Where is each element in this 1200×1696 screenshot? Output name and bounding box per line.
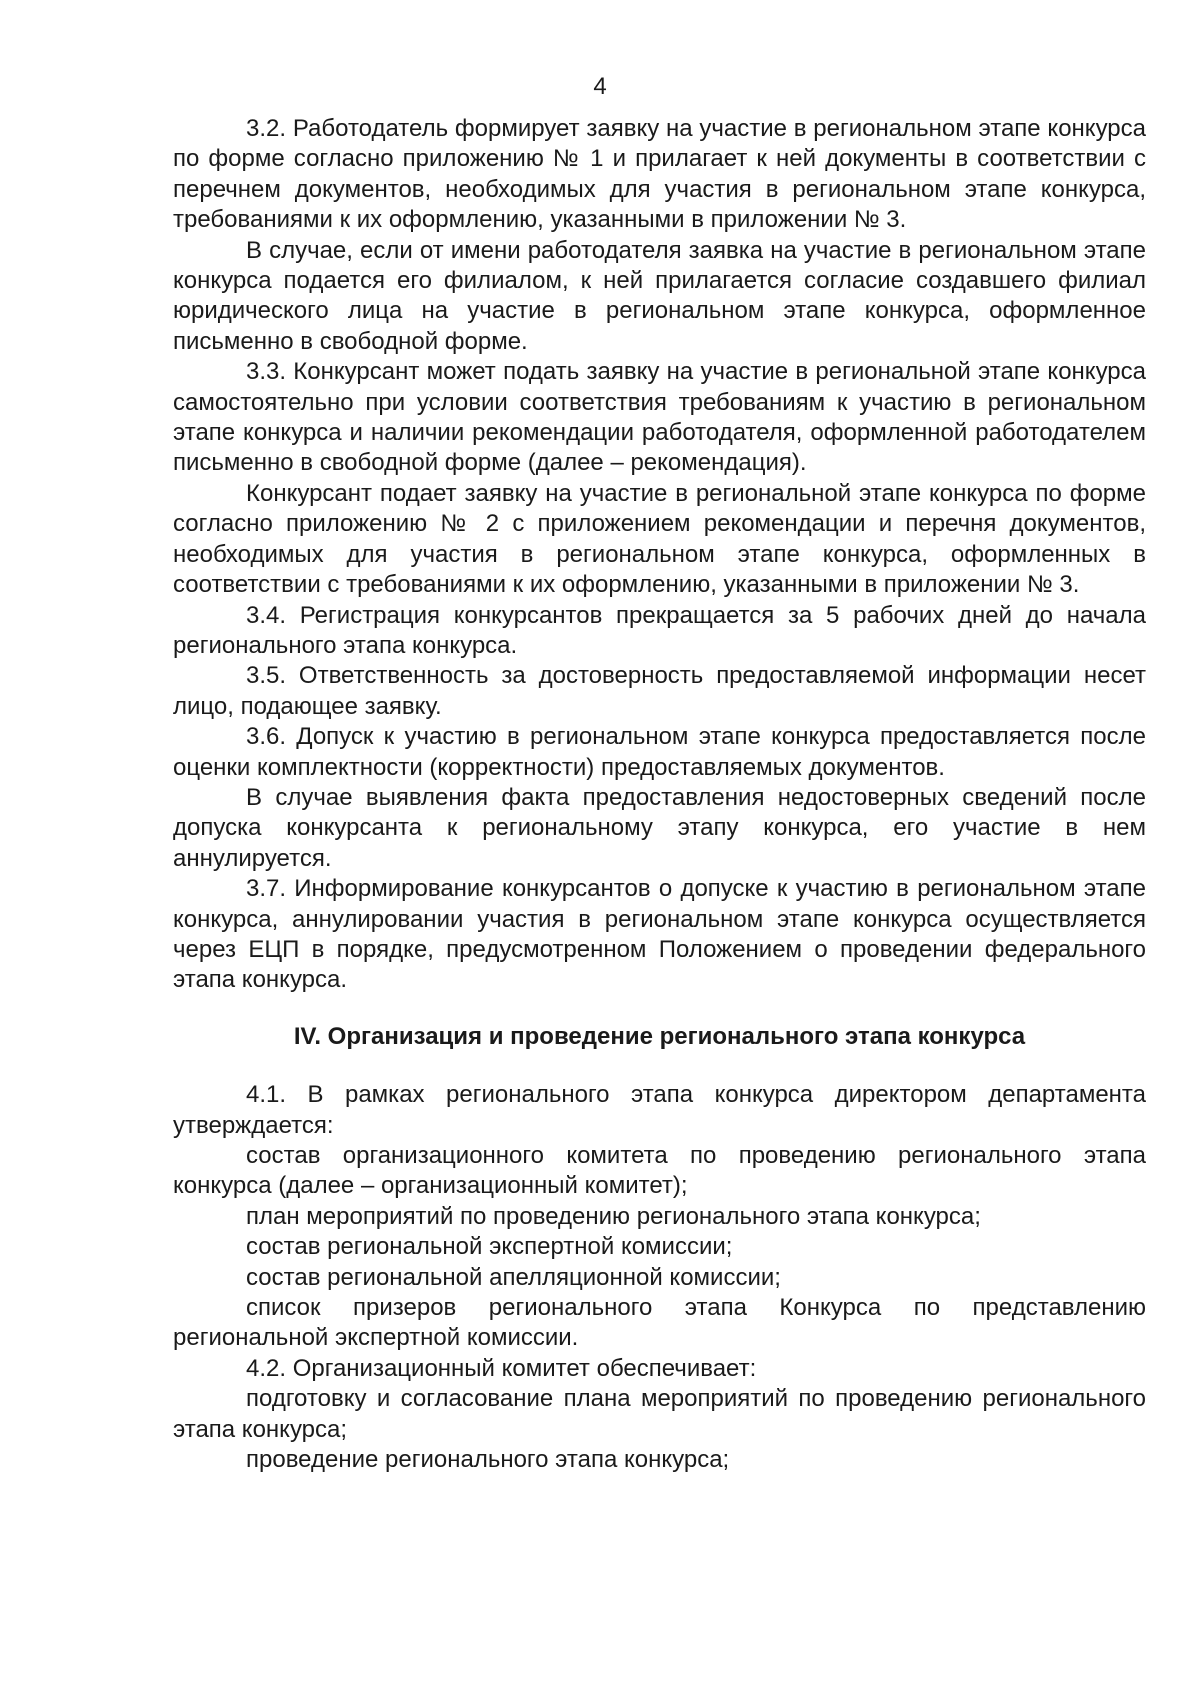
list-item-plan-approval: подготовку и согласование плана мероприятий по проведению регионального этапа конкурса; (173, 1385, 1146, 1443)
paragraph-3-6: 3.6. Допуск к участию в региональном этапе конкурса предоставляется после оценки комплектности (корректности) предоставляемых документов. (173, 723, 1146, 781)
paragraph-4-2: 4.2. Организационный комитет обеспечивает: (246, 1354, 757, 1382)
list-item-expert-commission: состав региональной экспертной комиссии; (246, 1233, 733, 1261)
paragraph-3-4: 3.4. Регистрация конкурсантов прекращается за 5 рабочих дней до начала регионального этапа конкурса. (173, 601, 1146, 659)
list-item-event-plan: план мероприятий по проведению регионального этапа конкурса; (246, 1202, 981, 1230)
paragraph-false-info: В случае выявления факта предоставления недостоверных сведений после допуска конкурсанта к региональному этапу конкурса, его участие в нем аннулируется. (173, 783, 1146, 872)
paragraph-3-3: 3.3. Конкурсант может подать заявку на участие в региональной этапе конкурса самостоятельно при условии соответствия требованиям к участию в региональном этапе конкурса и наличии рекомендации работодателя, оформленной работодателем письменно в свободной форме (далее – рекомендация). (173, 358, 1146, 477)
paragraph-3-2: 3.2. Работодатель формирует заявку на участие в региональном этапе конкурса по форме согласно приложению № 1 и прилагает к ней документы в соответствии с перечнем документов, необходимых для участия в региональном этапе конкурса, требованиями к их оформлению, указанными в приложении № 3. (173, 115, 1146, 234)
paragraph-3-7: 3.7. Информирование конкурсантов о допуске к участию в региональном этапе конкурса, аннулировании участия в региональном этапе конкурса осуществляется через ЕЦП в порядке, предусмотренном Положением о проведении федерального этапа конкурса. (173, 875, 1146, 994)
section-heading: IV. Организация и проведение регионального этапа конкурса (293, 1022, 1026, 1050)
paragraph-3-5: 3.5. Ответственность за достоверность предоставляемой информации несет лицо, подающее заявку. (173, 662, 1146, 720)
paragraph-branch-application: В случае, если от имени работодателя заявка на участие в региональном этапе конкурса подается его филиалом, к ней прилагается согласие создавшего филиал юридического лица на участие в региональном этапе конкурса, оформленное письменно в свободной форме. (173, 236, 1146, 355)
paragraph-contestant-application: Конкурсант подает заявку на участие в региональной этапе конкурса по форме согласно приложению № 2 с приложением рекомендации и перечня документов, необходимых для участия в региональном этапе конкурса, оформленных в соответствии с требованиями к их оформлению, указанными в приложении № 3. (173, 479, 1146, 599)
page-number: 4 (593, 73, 607, 100)
document-body (173, 114, 1146, 1475)
list-item-appeal-commission: состав региональной апелляционной комиссии; (246, 1263, 781, 1291)
paragraph-4-1: 4.1. В рамках регионального этапа конкурса директором департамента утверждается: (173, 1081, 1146, 1139)
list-item-conducting-stage: проведение регионального этапа конкурса; (246, 1446, 730, 1474)
list-item-prize-winners: список призеров регионального этапа Конкурса по представлению региональной экспертной комиссии. (173, 1294, 1146, 1352)
list-item-organizing-committee: состав организационного комитета по проведению регионального этапа конкурса (далее – организационный комитет); (173, 1142, 1146, 1200)
